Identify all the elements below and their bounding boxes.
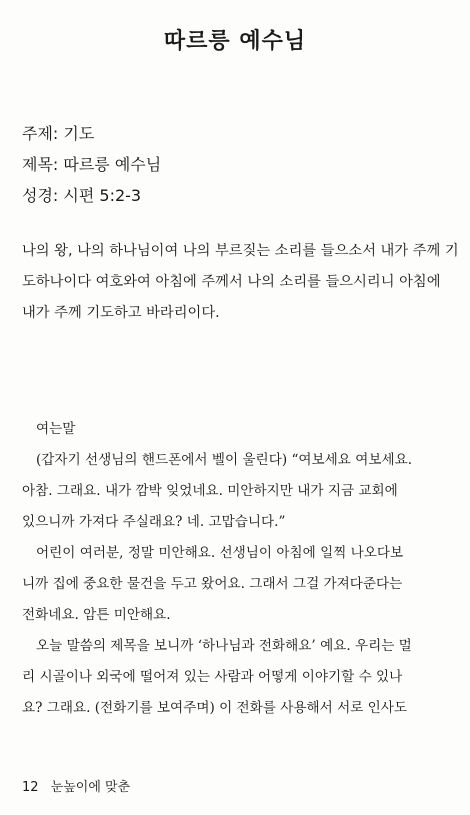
sermon-body — [22, 414, 450, 724]
page-footer — [22, 776, 130, 795]
body-line: 아참. 그래요. 내가 깜박 잊었네요. 미안하지만 내가 지금 교회에 — [22, 483, 398, 499]
body-line: 요? 그래요. (전화기를 보여주며) 이 전화를 사용해서 서로 인사도 — [22, 700, 408, 716]
body-line: 전화네요. 암튼 미안해요. — [22, 607, 171, 623]
scripture-line: 도하나이다 여호와여 아침에 주께서 나의 소리를 들으시리니 아침에 — [22, 274, 441, 290]
body-line: 오늘 말씀의 제목을 보니까 ‘하나님과 전화해요’ 예요. 우리는 멀 — [36, 638, 412, 654]
book-title: 눈높이에 맞춘 — [50, 780, 131, 795]
page-number: 12 — [22, 780, 39, 795]
meta-topic: 주제: 기도 — [22, 124, 95, 143]
sermon-meta — [22, 118, 442, 211]
scripture-line: 내가 주께 기도하고 바라리이다. — [22, 305, 220, 321]
scripture-passage — [22, 236, 459, 329]
body-line: 니까 집에 중요한 물건을 두고 왔어요. 그래서 그걸 가져다준다는 — [22, 576, 403, 592]
meta-subject: 제목: 따르릉 예수님 — [22, 155, 162, 174]
body-line: 어린이 여러분, 정말 미안해요. 선생님이 아침에 일찍 나오다보 — [36, 545, 404, 561]
body-line: 리 시골이나 외국에 떨어져 있는 사람과 어떻게 이야기할 수 있나 — [22, 669, 403, 685]
body-line: (갑자기 선생님의 핸드폰에서 벨이 울린다) “여보세요 여보세요. — [36, 452, 413, 468]
body-line: 있으니까 가져다 주실래요? 네. 고맙습니다.” — [22, 514, 286, 530]
scripture-line: 나의 왕, 나의 하나님이여 나의 부르짖는 소리를 들으소서 내가 주께 기 — [22, 243, 459, 259]
meta-scripture-ref: 성경: 시편 5:2-3 — [22, 186, 142, 205]
page-title: 따르릉 예수님 — [163, 29, 307, 54]
section-heading: 여는말 — [36, 421, 76, 437]
